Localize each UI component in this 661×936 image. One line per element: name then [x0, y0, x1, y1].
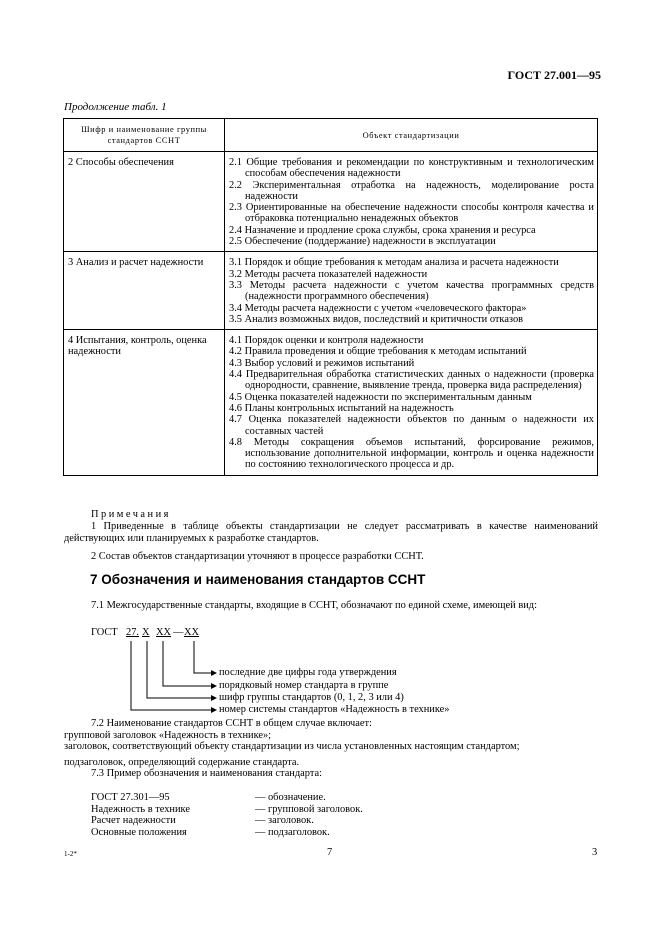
scheme-year: XX	[184, 627, 200, 638]
scheme-label-group: шифр группы стандартов (0, 1, 2, 3 или 4)	[219, 692, 404, 703]
list-item: 4.7 Оценка показателей надежности объектов по данным о надежности их составных частей	[229, 414, 594, 437]
table-row	[64, 330, 598, 476]
example-left: Надежность в технике	[91, 803, 190, 815]
list-item: 3.2 Методы расчета показателей надежности	[229, 268, 428, 280]
list-item: 2.3 Ориентированные на обеспечение надежности способы контроля качества и отбраковка потенциально ненадежных объектов	[229, 202, 594, 225]
object-cell	[225, 330, 598, 476]
list-item: 3.3 Методы расчета надежности с учетом качества программных средств (надежности программного обеспечения)	[229, 279, 594, 303]
example-row	[91, 815, 363, 827]
notes-heading: Примечания	[91, 509, 171, 520]
list-item: 4.8 Методы сокращения объемов испытаний, форсирование режимов, использование дополнительной информации, контроль и оценка надежности по состоянию технологического процесса и др.	[229, 436, 594, 471]
scheme-label-year: последние две цифры года утверждения	[219, 667, 397, 678]
footer-left-mark: 1-2*	[64, 850, 77, 858]
scheme-number: XX	[156, 627, 172, 638]
example-designation	[91, 792, 363, 838]
note-item: 1 Приведенные в таблице объекты стандартизации не следует рассматривать в качестве наименований действующих или планируемых к разработке стандартов.	[64, 521, 598, 544]
standard-number: ГОСТ 27.001—95	[507, 68, 601, 82]
list-item: 3.1 Порядок и общие требования к методам анализа и расчета надежности	[229, 257, 559, 269]
section-title: 7 Обозначения и наименования стандартов ССНТ	[90, 572, 426, 587]
list-item: 4.6 Планы контрольных испытаний на надежность	[229, 402, 454, 414]
list-item: групповой заголовок «Надежность в технике»;	[64, 729, 272, 741]
group-cell: 4 Испытания, контроль, оценка надежности	[64, 330, 225, 476]
example-row	[91, 804, 363, 816]
object-cell	[225, 252, 598, 330]
group-cell: 2 Способы обеспечения	[64, 152, 225, 252]
object-cell	[225, 152, 598, 252]
scheme-prefix: ГОСТ	[91, 627, 118, 638]
scheme-group: X	[142, 627, 150, 638]
example-left: Основные положения	[91, 826, 187, 838]
page-number-right: 3	[592, 847, 598, 858]
example-right: — заголовок.	[255, 815, 314, 827]
paragraph-text: 7.3 Пример обозначения и наименования стандарта:	[91, 768, 322, 780]
paragraph-7-2	[64, 718, 598, 780]
page-number-center: 7	[327, 847, 333, 858]
list-item: 2.2 Экспериментальная отработка на надежность, моделирование роста надежности	[229, 179, 594, 202]
list-item: 2.1 Общие требования и рекомендации по конструктивным и технологическим способам обеспечения надежности	[229, 157, 594, 180]
notes-block	[64, 509, 598, 563]
list-item: подзаголовок, определяющий содержание стандарта.	[64, 756, 300, 768]
list-item: 3.5 Анализ возможных видов, последствий и критичности отказов	[229, 313, 524, 325]
example-left: ГОСТ 27.301—95	[91, 792, 170, 803]
example-right: — обозначение.	[255, 792, 326, 803]
table-header-object: Объект стандартизации	[225, 119, 598, 152]
paragraph-text: 7.2 Наименование стандартов ССНТ в общем случае включает:	[91, 718, 372, 729]
list-item: 3.4 Методы расчета надежности с учетом «человеческого фактора»	[229, 302, 527, 314]
scheme-system: 27.	[126, 627, 139, 638]
example-right: — групповой заголовок.	[255, 803, 363, 815]
designation-scheme	[91, 627, 511, 717]
table-continuation-label: Продолжение табл. 1	[64, 101, 167, 113]
list-item: 2.4 Назначение и продление срока службы, срока хранения и ресурса	[229, 224, 536, 236]
example-right: — подзаголовок.	[255, 826, 330, 838]
list-item: 4.2 Правила проведения и общие требования к методам испытаний	[229, 346, 527, 358]
table-header-group: Шифр и наименование группы стандартов ССНТ	[64, 119, 225, 152]
list-item: 4.3 Выбор условий и режимов испытаний	[229, 357, 415, 369]
example-row	[91, 792, 363, 804]
paragraph-7-1	[64, 600, 598, 612]
note-item: 2 Состав объектов стандартизации уточняют в процессе разработки ССНТ.	[91, 551, 424, 562]
table-row	[64, 152, 598, 252]
table-row	[64, 252, 598, 330]
scheme-dash: —	[173, 627, 184, 638]
list-item: 2.5 Обеспечение (поддержание) надежности в эксплуатации	[229, 236, 496, 248]
standards-table	[63, 118, 598, 476]
example-left: Расчет надежности	[91, 815, 176, 827]
list-item: заголовок, соответствующий объекту стандартизации из числа установленных настоящим стандартом;	[64, 741, 520, 753]
group-cell: 3 Анализ и расчет надежности	[64, 252, 225, 330]
list-item: 4.4 Предварительная обработка статистических данных о надежности (проверка однородности, сравнение, выявление тренда, проверка вида распределения)	[229, 369, 594, 392]
paragraph-text: 7.1 Межгосударственные стандарты, входящие в ССНТ, обозначают по единой схеме, имеющей вид:	[91, 600, 537, 611]
list-item: 4.1 Порядок оценки и контроля надежности	[229, 335, 424, 347]
list-item: 4.5 Оценка показателей надежности по экспериментальным данным	[229, 391, 532, 403]
scheme-label-number: порядковый номер стандарта в группе	[219, 680, 389, 691]
example-row	[91, 827, 363, 839]
scheme-label-system: номер системы стандартов «Надежность в технике»	[219, 704, 450, 715]
